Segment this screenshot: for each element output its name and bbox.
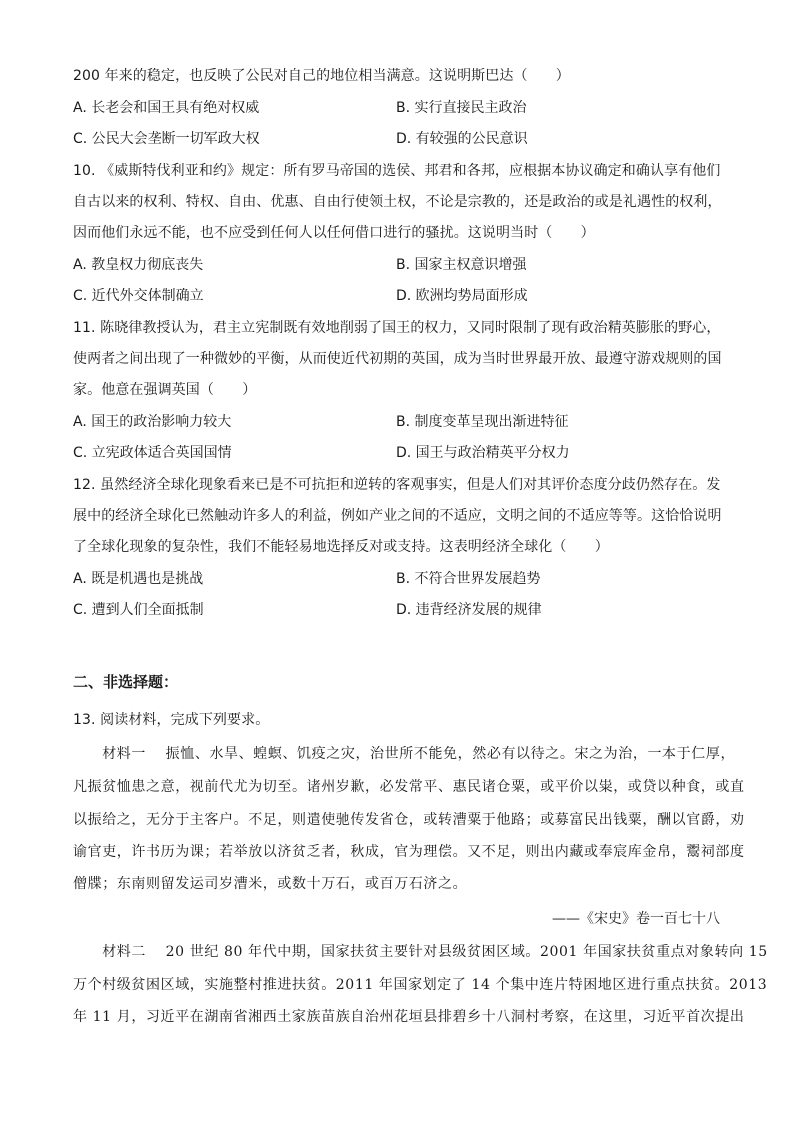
material1-line-1: 材料一 振恤、水旱、蝗螟、饥疫之灾，治世所不能免，然必有以待之。宋之为治，一本于仁厚，	[73, 746, 736, 762]
section-title: 二、非选择题：	[73, 673, 179, 691]
q10-line-2: 自古以来的权利、特权、自由、优惠、自由行使领土权，不论是宗教的，还是政治的或是礼遇性的权利，	[73, 194, 722, 210]
material1-line-3: 以振给之，无分于主客户。不足，则遣使驰传发省仓，或转漕粟于他路；或募富民出钱粟，酬以官爵，劝	[73, 812, 745, 828]
q10-option-a: A. 教皇权力彻底丧失	[73, 257, 204, 273]
q10-option-b: B. 国家主权意识增强	[396, 257, 527, 273]
q11-option-c: C. 立宪政体适合英国国情	[73, 445, 232, 461]
material2-line-1: 材料二 20 世纪 80 年代中期，国家扶贫主要针对县级贫困区域。2001 年国家扶贫重点对象转向 15	[73, 944, 768, 960]
q11-line-2: 使两者之间出现了一种微妙的平衡，从而使近代初期的英国，成为当时世界最开放、最遵守游戏规则的国	[73, 351, 722, 367]
q11-line-1: 11. 陈晓律教授认为，君主立宪制既有效地削弱了国王的权力，又同时限制了现有政治精英膨胀的野心，	[73, 320, 721, 336]
q10-line-1: 10. 《威斯特伐利亚和约》规定：所有罗马帝国的选侯、邦君和各邦，应根据本协议确定和确认享有他们	[73, 163, 721, 179]
q11-option-a: A. 国王的政治影响力较大	[73, 414, 232, 430]
q9-option-c: C. 公民大会垄断一切军政大权	[73, 131, 260, 147]
material1-line-4: 谕官吏，许书历为课；若举放以济贫乏者，秋成，官为理偿。又不足，则出内藏或奉宸库金帛，鬻祠部度	[73, 844, 745, 860]
q13-stem: 13. 阅读材料，完成下列要求。	[73, 712, 270, 728]
material2-line-3: 年 11 月，习近平在湖南省湘西土家族苗族自治州花垣县排碧乡十八洞村考察，在这里，习近平首次提出	[73, 1009, 745, 1025]
q9-option-b: B. 实行直接民主政治	[396, 100, 527, 116]
material1-line-2: 凡振贫恤患之意，视前代尤为切至。诸州岁歉，必发常平、惠民诸仓粟，或平价以粜，或贷以种食，或直	[73, 779, 745, 795]
q9-option-a: A. 长老会和国王具有绝对权威	[73, 100, 260, 116]
material1-source: ——《宋史》卷一百七十八	[552, 911, 720, 927]
material2-line-2: 万个村级贫困区域，实施整村推进扶贫。2011 年国家划定了 14 个集中连片特困地区进行重点扶贫。2013	[73, 977, 768, 993]
q11-line-3: 家。他意在强调英国（ ）	[73, 382, 257, 398]
q12-line-1: 12. 虽然经济全球化现象看来已是不可抗拒和逆转的客观事实，但是人们对其评价态度分歧仍然存在。发	[73, 477, 721, 493]
q10-line-3: 因而他们永远不能，也不应受到任何人以任何借口进行的骚扰。这说明当时（ ）	[73, 225, 595, 241]
q12-option-c: C. 遭到人们全面抵制	[73, 602, 204, 618]
q11-option-b: B. 制度变革呈现出渐进特征	[396, 414, 569, 430]
q12-option-b: B. 不符合世界发展趋势	[396, 571, 541, 587]
material1-line-5: 僧牒；东南则留发运司岁漕米，或数十万石，或百万石济之。	[73, 876, 468, 892]
q11-option-d: D. 国王与政治精英平分权力	[396, 445, 570, 461]
q10-option-d: D. 欧洲均势局面形成	[396, 288, 528, 304]
q10-option-c: C. 近代外交体制确立	[73, 288, 204, 304]
q9-option-d: D. 有较强的公民意识	[396, 131, 528, 147]
q12-line-3: 了全球化现象的复杂性，我们不能轻易地选择反对或支持。这表明经济全球化（ ）	[73, 539, 609, 555]
q9-stem: 200 年来的稳定，也反映了公民对自己的地位相当满意。这说明斯巴达（ ）	[73, 68, 570, 84]
q12-option-d: D. 违背经济发展的规律	[396, 602, 542, 618]
q12-option-a: A. 既是机遇也是挑战	[73, 571, 204, 587]
q12-line-2: 展中的经济全球化已然触动许多人的利益，例如产业之间的不适应，文明之间的不适应等等。这恰恰说明	[73, 508, 722, 524]
